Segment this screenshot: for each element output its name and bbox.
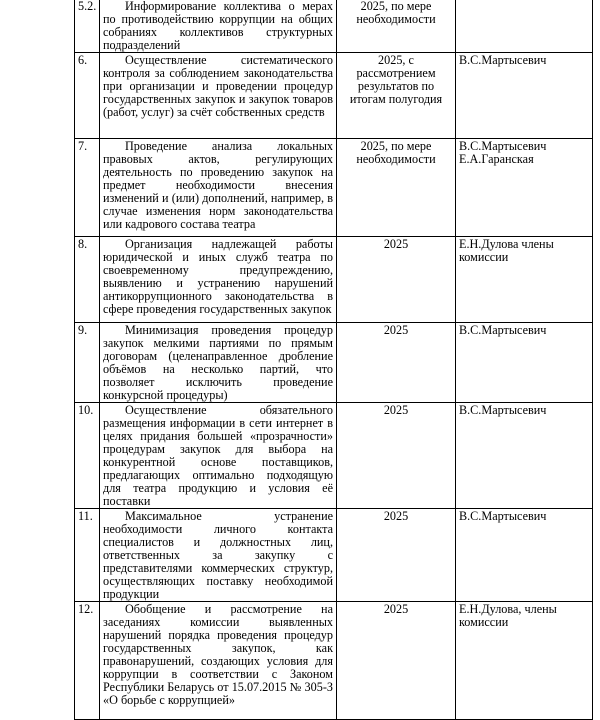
row-number: 5.2. — [75, 0, 100, 53]
row-number: 9. — [75, 323, 100, 403]
row-responsible: В.С.Мартысевич — [456, 53, 593, 139]
row-action: Осуществление обязательного размещения информации в сети интернет в целях придания большей «прозрачности» процедурам закупок для выбора на конкурентной основе поставщиков, предлагающих оптимально подходящую для театра продукцию и условия её поставки — [100, 403, 337, 509]
row-term: 2025, по мере необходимости — [337, 139, 456, 237]
row-number: 8. — [75, 237, 100, 323]
action-plan-table — [74, 0, 593, 720]
row-term: 2025 — [337, 237, 456, 323]
row-term: 2025, с рассмотрением результатов по итогам полугодия — [337, 53, 456, 139]
row-number: 6. — [75, 53, 100, 139]
row-responsible: В.С.Мартысевич — [456, 509, 593, 602]
table-row — [75, 403, 593, 509]
row-number: 12. — [75, 602, 100, 720]
table-row — [75, 323, 593, 403]
row-responsible: В.С.Мартысевич — [456, 323, 593, 403]
row-responsible: В.С.Мартысевич — [456, 403, 593, 509]
row-term: 2025 — [337, 323, 456, 403]
row-number: 10. — [75, 403, 100, 509]
row-action: Максимальное устранение необходимости личного контакта специалистов и должностных лиц, ответственных за закупку с представителями коммерческих структур, осуществляющих поставку необходимой продукции — [100, 509, 337, 602]
row-responsible: Е.Н.Дулова члены комиссии — [456, 237, 593, 323]
row-term: 2025 — [337, 403, 456, 509]
table-row — [75, 602, 593, 720]
row-action: Минимизация проведения процедур закупок мелкими партиями по прямым договорам (целенаправленное дробление объёмов на несколько партий, что позволяет исключить проведение конкурсной процедуры) — [100, 323, 337, 403]
table-row — [75, 0, 593, 53]
row-responsible: Е.Н.Дулова, члены комиссии — [456, 602, 593, 720]
table-row — [75, 139, 593, 237]
row-action: Осуществление систематического контроля за соблюдением законодательства при организации и проведении процедур государственных закупок и закупок товаров (работ, услуг) за счёт собственных средств — [100, 53, 337, 139]
row-action: Информирование коллектива о мерах по противодействию коррупции на общих собраниях коллективов структурных подразделений — [100, 0, 337, 53]
row-action: Проведение анализа локальных правовых актов, регулирующих деятельность по проведению закупок на предмет необходимости внесения изменений и (или) дополнений, например, в случае изменения норм законодательства или кадрового состава театра — [100, 139, 337, 237]
row-action: Обобщение и рассмотрение на заседаниях комиссии выявленных нарушений порядка проведения процедур государственных закупок, как правонарушений, создающих условия для коррупции в соответствии с Законом Республики Беларусь от 15.07.2015 № 305-З «О борьбе с коррупцией» — [100, 602, 337, 720]
row-term: 2025 — [337, 602, 456, 720]
table-row — [75, 53, 593, 139]
row-responsible: В.С.Мартысевич Е.А.Гаранская — [456, 139, 593, 237]
row-term: 2025, по мере необходимости — [337, 0, 456, 53]
row-action: Организация надлежащей работы юридической и иных служб театра по своевременному предупреждению, выявлению и устранению нарушений антикоррупционного законодательства в сфере проведения государственных закупок — [100, 237, 337, 323]
row-term: 2025 — [337, 509, 456, 602]
table-row — [75, 509, 593, 602]
table-row — [75, 237, 593, 323]
row-number: 7. — [75, 139, 100, 237]
row-number: 11. — [75, 509, 100, 602]
row-responsible — [456, 0, 593, 53]
